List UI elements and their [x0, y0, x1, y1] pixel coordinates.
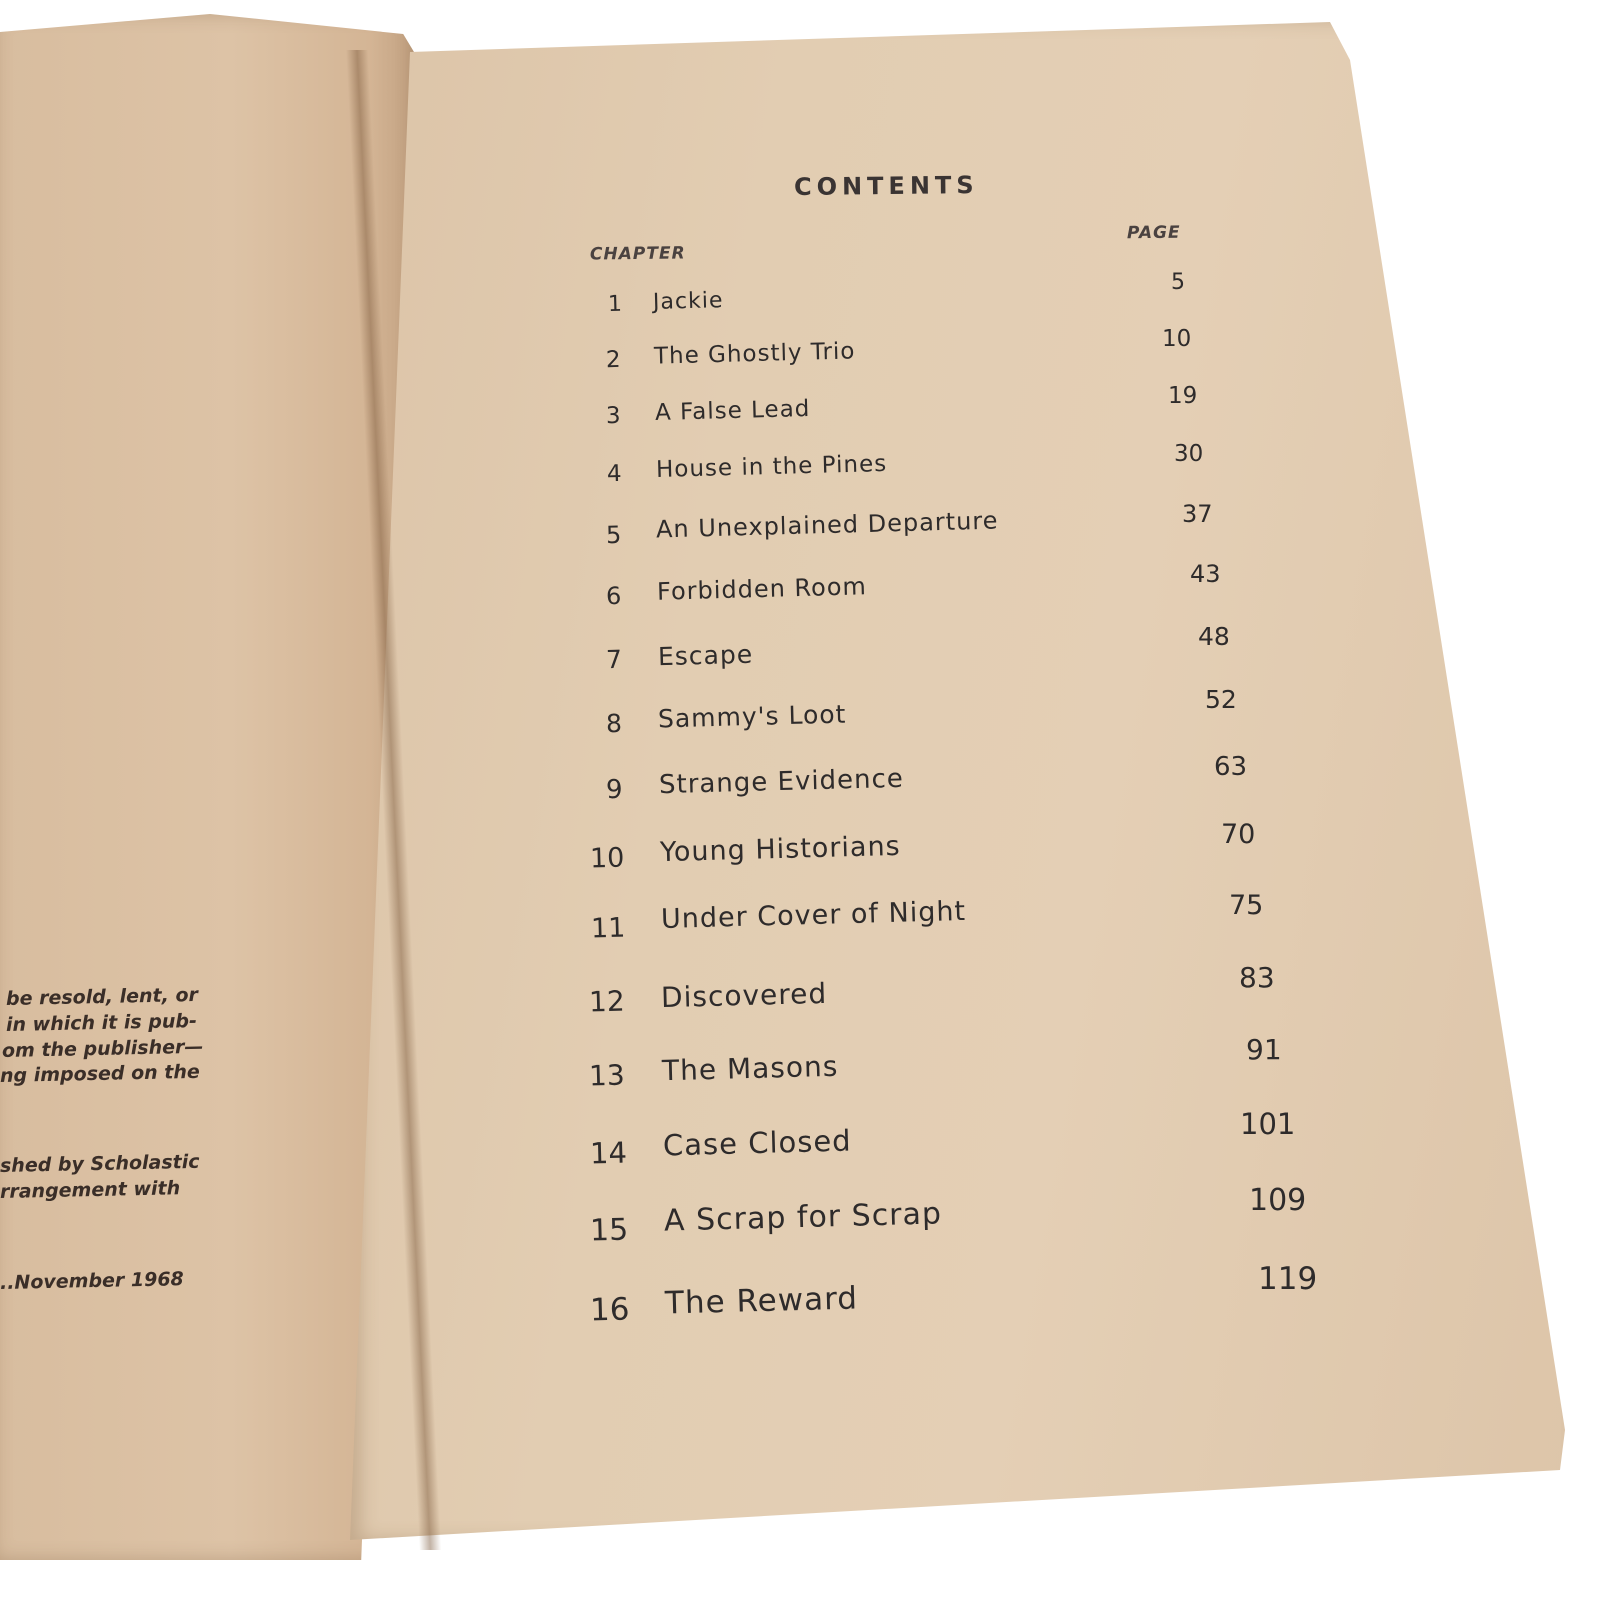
copyright-line-2: in which it is pub- — [5, 1010, 198, 1036]
printing-date: ..November 1968 — [0, 1268, 185, 1294]
chapter-title: Discovered — [660, 976, 828, 1015]
chapter-page: 10 — [1162, 326, 1192, 352]
chapter-number: 11 — [590, 912, 626, 945]
chapter-column-header: CHAPTER — [589, 243, 686, 265]
copyright-line-4: ng imposed on the — [0, 1060, 200, 1087]
chapter-title: Case Closed — [662, 1123, 853, 1163]
chapter-number: 4 — [606, 460, 622, 488]
chapter-title: Escape — [657, 639, 754, 672]
chapter-page: 5 — [1171, 270, 1185, 295]
chapter-title: House in the Pines — [655, 450, 888, 484]
chapter-page: 70 — [1221, 819, 1256, 850]
chapter-title: Strange Evidence — [658, 763, 905, 801]
chapter-page: 48 — [1198, 622, 1230, 651]
chapter-title: Young Historians — [659, 830, 902, 869]
chapter-number: 14 — [589, 1135, 628, 1171]
chapter-title: Jackie — [652, 288, 724, 315]
chapter-number: 7 — [605, 644, 623, 675]
chapter-page: 52 — [1205, 685, 1237, 714]
chapter-number: 2 — [605, 346, 621, 374]
chapter-title: A False Lead — [654, 395, 811, 427]
chapter-title: The Reward — [664, 1280, 859, 1322]
chapter-page: 75 — [1229, 890, 1264, 921]
chapter-page: 83 — [1239, 961, 1275, 994]
chapter-number: 15 — [589, 1212, 629, 1249]
chapter-title: The Masons — [661, 1049, 839, 1088]
publisher-line-1: shed by Scholastic — [0, 1150, 200, 1177]
chapter-page: 37 — [1182, 500, 1213, 528]
contents-title: CONTENTS — [793, 171, 979, 201]
chapter-page: 63 — [1214, 752, 1248, 782]
chapter-title: Under Cover of Night — [660, 896, 967, 935]
copyright-line-3: om the publisher— — [1, 1035, 204, 1062]
chapter-number: 9 — [605, 774, 623, 806]
chapter-number: 16 — [589, 1291, 630, 1329]
right-page — [350, 20, 1570, 1540]
chapter-title: Sammy's Loot — [657, 699, 847, 734]
chapter-number: 8 — [605, 708, 623, 739]
chapter-page: 43 — [1190, 560, 1221, 588]
chapter-number: 1 — [607, 291, 623, 318]
chapter-number: 10 — [589, 842, 625, 875]
chapter-number: 6 — [605, 581, 622, 611]
chapter-page: 19 — [1168, 383, 1198, 409]
chapter-page: 91 — [1246, 1033, 1282, 1066]
chapter-number: 13 — [588, 1058, 626, 1093]
chapter-title: An Unexplained Departure — [655, 506, 999, 544]
chapter-number: 5 — [605, 520, 622, 550]
chapter-title: A Scrap for Scrap — [663, 1196, 943, 1239]
chapter-page: 119 — [1258, 1261, 1318, 1297]
chapter-number: 3 — [605, 402, 621, 430]
chapter-title: Forbidden Room — [656, 572, 868, 606]
chapter-title: The Ghostly Trio — [653, 338, 856, 370]
chapter-page: 109 — [1249, 1183, 1307, 1218]
copyright-line-1: be resold, lent, or — [5, 983, 199, 1010]
page-column-header: PAGE — [1126, 222, 1181, 244]
chapter-page: 30 — [1174, 441, 1204, 467]
chapter-number: 12 — [588, 984, 626, 1019]
chapter-page: 101 — [1240, 1107, 1296, 1141]
publisher-line-2: rrangement with — [0, 1177, 181, 1203]
